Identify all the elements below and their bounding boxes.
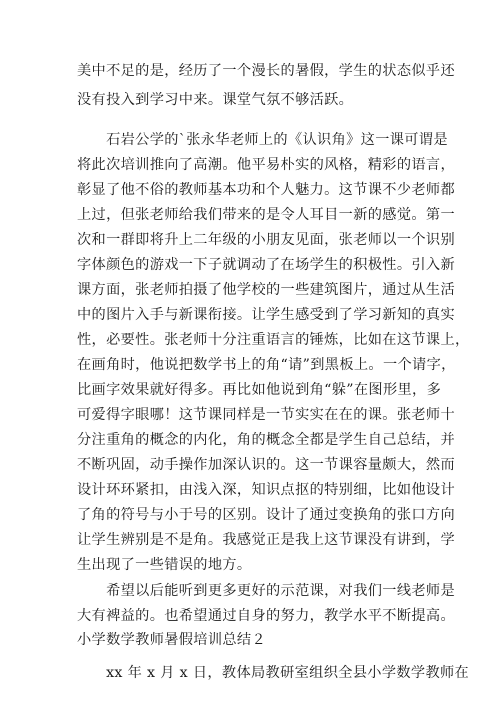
text-line: 课方面，张老师拍摄了他学校的一些建筑图片，通过从生活 bbox=[77, 282, 455, 298]
text-line: 让学生辨别是不是角。我感觉正是我上这节课没有讲到，学 bbox=[77, 532, 455, 548]
text-line: 中的图片入手与新课衔接。让学生感受到了学习新知的真实 bbox=[77, 307, 455, 323]
text-line: 生出现了一些错误的地方。 bbox=[77, 557, 252, 573]
text-line: xx 年 x 月 x 日，教体局教研室组织全县小学数学教师在 bbox=[77, 665, 470, 681]
text-line: 了角的符号与小于号的区别。设计了通过变换角的张口方向 bbox=[77, 507, 455, 523]
text-line: 没有投入到学习中来。课堂气氛不够活跃。 bbox=[77, 92, 354, 108]
section-heading: 小学数学教师暑假培训总结２ bbox=[77, 632, 266, 648]
text-line: 性，必要性。张老师十分注重语言的锤炼，比如在这节课上， bbox=[77, 332, 470, 348]
text-line: 上过，但张老师给我们带来的是令人耳目一新的感觉。第一 bbox=[77, 207, 455, 223]
text-line: 设计环环紧扣，由浅入深，知识点抠的特别细，比如他设计 bbox=[77, 482, 455, 498]
text-line: 美中不足的是，经历了一个漫长的暑假，学生的状态似乎还 bbox=[77, 63, 455, 79]
text-line: 比画字效果就好得多。再比如他说到角“躲”在图形里，多 bbox=[77, 382, 442, 398]
text-line: 可爱得字眼哪！这节课同样是一节实实在在的课。张老师十 bbox=[77, 407, 455, 423]
text-line: 分注重角的概念的内化，角的概念全都是学生自己总结，并 bbox=[77, 432, 455, 448]
text-line: 大有裨益的。也希望通过自身的努力，教学水平不断提高。 bbox=[77, 608, 455, 624]
text-line: 在画角时，他说把数学书上的角“请”到黑板上。一个请字， bbox=[77, 357, 456, 373]
text-line: 彰显了他不俗的教师基本功和个人魅力。这节课不少老师都 bbox=[77, 182, 455, 198]
text-line: 将此次培训推向了高潮。他平易朴实的风格，精彩的语言， bbox=[77, 157, 455, 173]
text-line: 希望以后能听到更多更好的示范课，对我们一线老师是 bbox=[77, 583, 455, 599]
text-line: 石岩公学的`张永华老师上的《认识角》这一课可谓是 bbox=[77, 132, 448, 148]
text-line: 字体颜色的游戏一下子就调动了在场学生的积极性。引入新 bbox=[77, 257, 455, 273]
text-line: 次和一群即将升上二年级的小朋友见面，张老师以一个识别 bbox=[77, 232, 455, 248]
text-line: 不断巩固，动手操作加深认识的。这一节课容量颇大，然而 bbox=[77, 457, 455, 473]
